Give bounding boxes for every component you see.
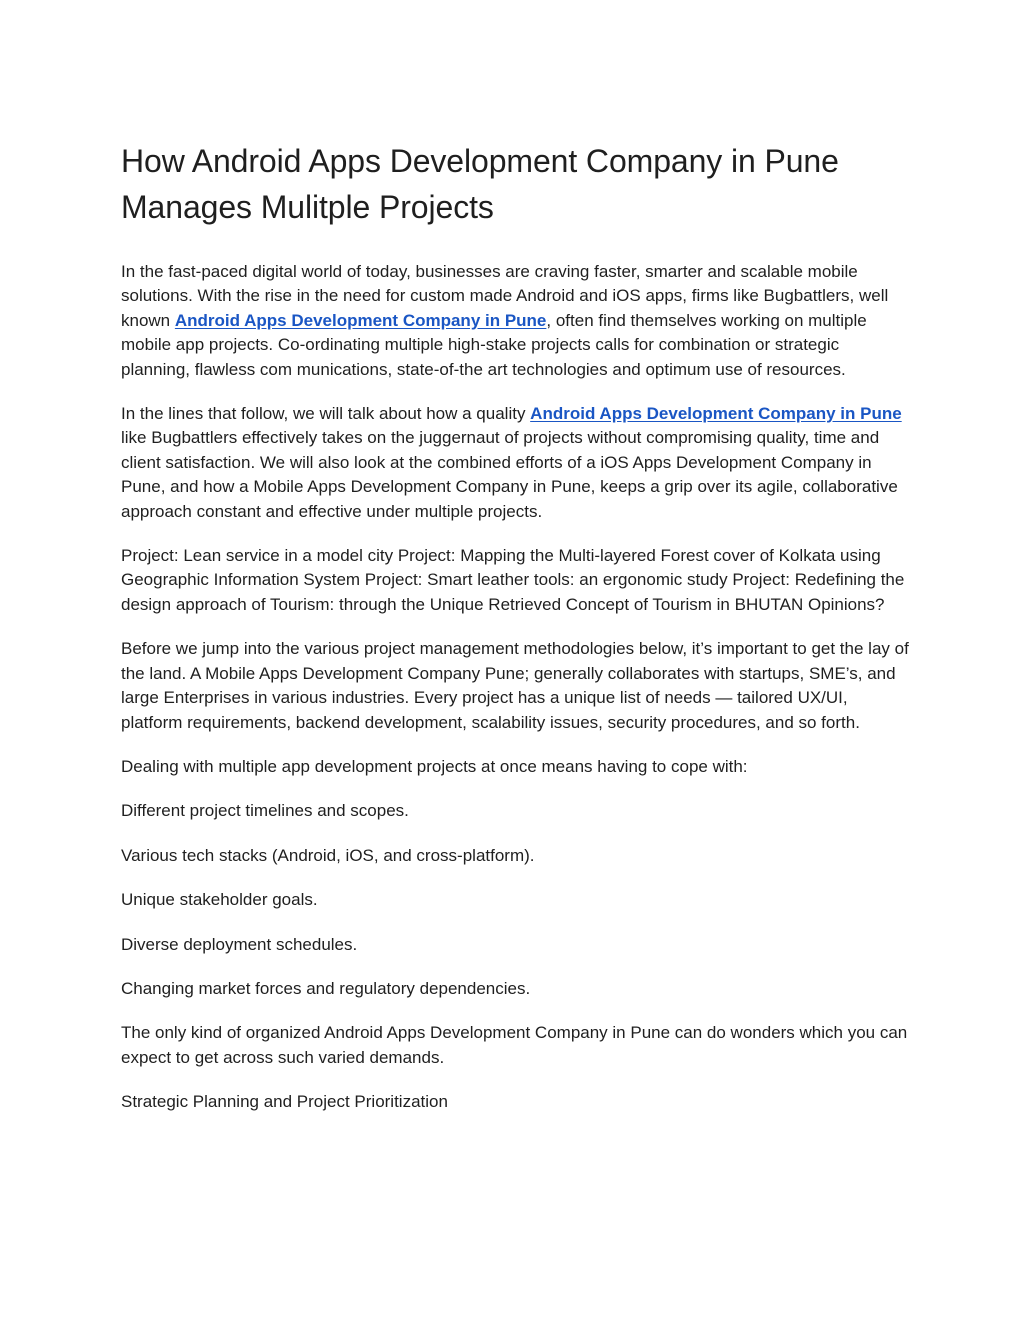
document-title: How Android Apps Development Company in Pune Manages Mulitple Projects: [121, 143, 839, 225]
challenge-item: Various tech stacks (Android, iOS, and cross-platform).: [121, 845, 535, 865]
paragraph-text: like Bugbattlers effectively takes on the juggernaut of projects without compromising quality, time and client satisfaction. We will also look at the combined efforts of a iOS Apps Development Company in Pune, and how a Mobile Apps Development Company in Pune, keeps a grip over its agile, collaborative approach constant and effective under multiple projects.: [121, 428, 898, 521]
paragraph-challenges-intro: Dealing with multiple app development projects at once means having to cope with:: [121, 756, 748, 776]
paragraph-text: In the fast-paced digital world of today, businesses are craving faster, smarter and scalable mobile solutions. With the rise in the need for custom made Android and iOS apps, firms like Bugbattlers, well known: [121, 262, 889, 330]
android-company-pune-link[interactable]: Android Apps Development Company in Pune: [530, 404, 902, 424]
paragraph-text: In the lines that follow, we will talk about how a quality: [121, 404, 531, 424]
challenge-item: Different project timelines and scopes.: [121, 801, 409, 821]
paragraph-projects: Project: Lean service in a model city Project: Mapping the Multi-layered Forest cover of Kolkata using Geographic Information System Project: Smart leather tools: an ergonomic study Project: Redefining the design approach of Tourism: through the Unique Retrieved Concept of Tourism in BHUTAN Opinions?: [121, 546, 905, 614]
paragraph-intro: [121, 260, 911, 382]
document-body: [121, 138, 911, 1135]
paragraph-landscape: Before we jump into the various project management methodologies below, it’s important to get the lay of the land. A Mobile Apps Development Company Pune; generally collaborates with startups, SME’s, and large Enterprises in various industries. Every project has a unique list of needs — tailored UX/UI, platform requirements, backend development, scalability issues, security procedures, and so forth.: [121, 639, 909, 732]
challenge-item: Changing market forces and regulatory dependencies.: [121, 978, 531, 998]
challenge-item: Unique stakeholder goals.: [121, 890, 318, 910]
paragraph-conclusion: The only kind of organized Android Apps Development Company in Pune can do wonders which you can expect to get across such varied demands.: [121, 1023, 908, 1067]
section-heading: Strategic Planning and Project Prioritization: [121, 1092, 448, 1112]
android-company-pune-link[interactable]: Android Apps Development Company in Pune: [174, 310, 547, 330]
paragraph-overview: [121, 402, 911, 524]
challenge-item: Diverse deployment schedules.: [121, 934, 358, 954]
paragraph-text: , often find themselves working on multiple mobile app projects. Co-ordinating multiple high-stake projects calls for combination or strategic planning, flawless com munications, state-of-the art technologies and optimum use of resources.: [121, 310, 867, 379]
